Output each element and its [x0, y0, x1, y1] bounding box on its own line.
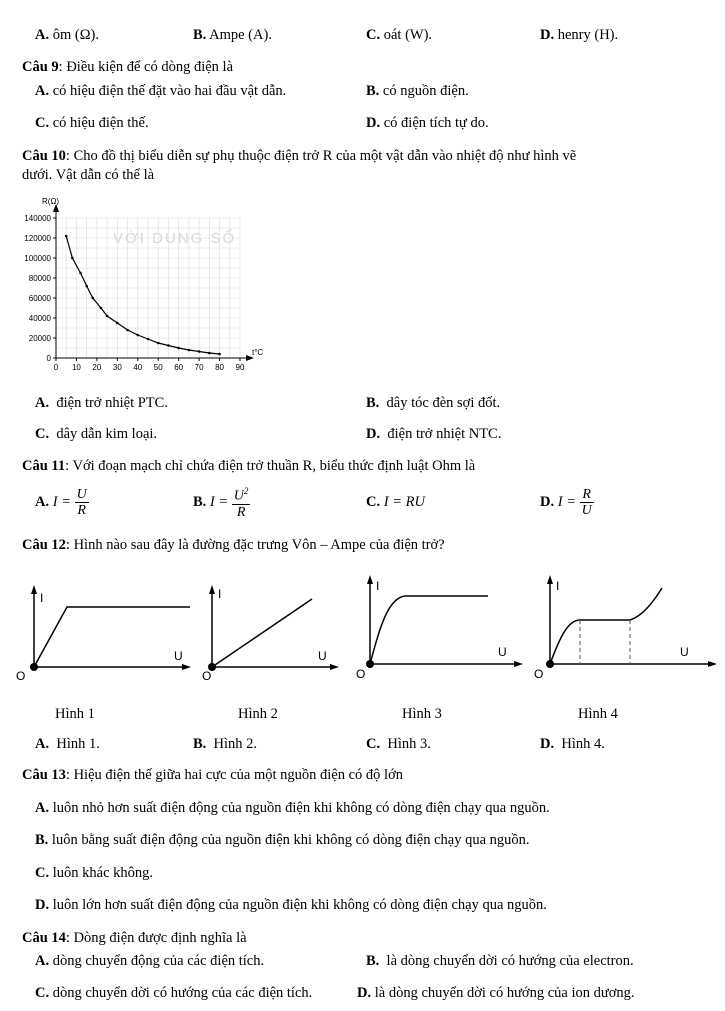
- figure-caption-1: Hình 1: [55, 706, 95, 722]
- fig4-curve: [550, 588, 662, 664]
- q13-option-a[interactable]: A. luôn nhỏ hơn suất điện động của nguồn điện khi không có dòng điện chạy qua nguồn.: [35, 800, 550, 816]
- q10-option-c[interactable]: C. dây dẫn kim loại.: [35, 426, 158, 442]
- q14-option-d[interactable]: D. là dòng chuyển dời có hướng của ion dương.: [357, 985, 635, 1001]
- figure-caption-3: Hình 3: [402, 706, 442, 722]
- q9-option-c[interactable]: C. có hiệu điện thế.: [35, 115, 149, 131]
- chart-data-point: [126, 329, 129, 332]
- chart-x-tick-label: 50: [153, 363, 163, 372]
- q12-option-c[interactable]: C. Hình 3.: [366, 736, 431, 752]
- chart-x-tick-label: 0: [53, 363, 59, 372]
- q12-option-d[interactable]: D. Hình 4.: [540, 736, 605, 752]
- q13-question: Câu 13: Hiệu điện thế giữa hai cực của một nguồn điện có độ lớn: [22, 767, 403, 783]
- q9-option-d[interactable]: D. có điện tích tự do.: [366, 115, 489, 131]
- fig3-x-arrow: [514, 661, 523, 667]
- chart-data-point: [92, 297, 95, 300]
- q10-option-a[interactable]: A. điện trở nhiệt PTC.: [35, 395, 168, 411]
- chart-y-tick-label: 80000: [28, 274, 51, 283]
- fig4-u-label: U: [680, 645, 689, 659]
- q11-option-c[interactable]: C. I = RU: [366, 493, 425, 510]
- chart-data-point: [136, 334, 139, 337]
- chart-data-point: [106, 315, 109, 318]
- chart-data-point: [65, 235, 68, 238]
- q11-option-a[interactable]: A. I = $\frac{U}{R}$: [35, 486, 87, 518]
- q12-question: Câu 12: Hình nào sau đây là đường đặc trưng Vôn – Ampe của điện trở?: [22, 537, 445, 553]
- q8-option-d[interactable]: D. henry (H).: [540, 27, 619, 43]
- q9-question: Câu 9: Điều kiện để có dòng điện là: [22, 59, 234, 75]
- chart-data-point: [71, 257, 74, 260]
- chart-x-tick-label: 30: [112, 363, 122, 372]
- q11-option-b[interactable]: B. I = $\frac{U^2}{R}$: [193, 486, 249, 520]
- fraction-u-over-r: $\frac{U}{R}$: [76, 486, 87, 518]
- fig2-curve: [212, 599, 312, 667]
- q12-option-a[interactable]: A. Hình 1.: [35, 736, 100, 752]
- iv-figure-2: [192, 582, 342, 682]
- fig3-o-label: O: [356, 667, 366, 681]
- chart-data-point: [157, 342, 160, 345]
- chart-data-point: [167, 344, 170, 347]
- chart-data-point: [100, 307, 103, 310]
- chart-data-point: [208, 352, 211, 355]
- q12-option-b[interactable]: B. Hình 2.: [193, 736, 258, 752]
- fig4-o-label: O: [534, 667, 544, 681]
- chart-y-tick-label: 140000: [24, 214, 51, 223]
- fig3-y-arrow: [367, 575, 373, 584]
- q13-option-c[interactable]: C. luôn khác không.: [35, 865, 154, 881]
- chart-series-line: [66, 236, 219, 354]
- fig4-x-arrow: [708, 661, 717, 667]
- chart-data-point: [177, 347, 180, 350]
- chart-data-point: [116, 322, 119, 325]
- fig3-curve: [370, 596, 488, 664]
- resistance-temperature-chart: [0, 190, 290, 380]
- chart-y-tick-label: 60000: [28, 294, 51, 303]
- chart-data-point: [147, 338, 150, 341]
- q10-question-line1: Câu 10: Cho đồ thị biểu diễn sự phụ thuộc điện trở R của một vật dẫn vào nhiệt độ như hình vẽ: [22, 148, 577, 164]
- chart-data-point: [218, 353, 221, 356]
- q8-option-c[interactable]: C. oát (W).: [366, 27, 433, 43]
- chart-x-tick-label: 60: [174, 363, 184, 372]
- chart-y-axis-label: R(Ω): [42, 197, 60, 206]
- chart-watermark: VỚI DUNG SỐ: [112, 230, 237, 247]
- fig3-origin-dot: [366, 660, 374, 668]
- fig2-x-arrow: [330, 664, 339, 670]
- chart-data-point: [85, 285, 88, 288]
- figure-caption-4: Hình 4: [578, 706, 618, 722]
- q10-question-line2: dưới. Vật dẫn có thể là: [22, 167, 155, 183]
- figure-caption-2: Hình 2: [238, 706, 278, 722]
- chart-data-point: [188, 349, 191, 352]
- q13-option-b[interactable]: B. luôn bằng suất điện động của nguồn điện khi không có dòng điện chạy qua nguồn.: [35, 832, 530, 848]
- chart-x-tick-label: 10: [71, 363, 81, 372]
- chart-x-tick-label: 90: [235, 363, 245, 372]
- chart-x-tick-label: 70: [194, 363, 204, 372]
- chart-y-tick-label: 0: [46, 354, 51, 363]
- fig1-origin-dot: [30, 663, 38, 671]
- chart-data-point: [79, 272, 82, 275]
- fig1-curve: [34, 607, 190, 667]
- iv-figure-3: [350, 572, 530, 682]
- chart-y-tick-label: 20000: [28, 334, 51, 343]
- q14-question: Câu 14: Dòng điện được định nghĩa là: [22, 930, 247, 946]
- q10-option-b[interactable]: B. dây tóc đèn sợi đốt.: [366, 395, 501, 411]
- chart-x-tick-label: 40: [133, 363, 143, 372]
- q9-option-a[interactable]: A. có hiệu điện thế đặt vào hai đầu vật dẫn.: [35, 83, 287, 99]
- fig1-i-label: I: [40, 591, 44, 605]
- fraction-u2-over-r: $\frac{U^2}{R}$: [233, 486, 249, 520]
- chart-y-tick-label: 100000: [24, 254, 51, 263]
- chart-data-point: [198, 350, 201, 353]
- fig2-o-label: O: [202, 669, 212, 682]
- q9-option-b[interactable]: B. có nguồn điện.: [366, 83, 469, 99]
- fig2-y-arrow: [209, 585, 215, 594]
- chart-y-tick-label: 120000: [24, 234, 51, 243]
- chart-x-tick-label: 80: [215, 363, 225, 372]
- fig2-u-label: U: [318, 649, 327, 663]
- q10-option-d[interactable]: D. điện trở nhiệt NTC.: [366, 426, 502, 442]
- q14-option-a[interactable]: A. dòng chuyển động của các điện tích.: [35, 953, 265, 969]
- q11-option-d[interactable]: D. I = $\frac{R}{U}$: [540, 486, 592, 518]
- fig4-y-arrow: [547, 575, 553, 584]
- q11-question: Câu 11: Với đoạn mạch chỉ chứa điện trở thuần R, biểu thức định luật Ohm là: [22, 458, 476, 474]
- q13-option-d[interactable]: D. luôn lớn hơn suất điện động của nguồn điện khi không có dòng điện chạy qua nguồn.: [35, 897, 547, 913]
- fig4-origin-dot: [546, 660, 554, 668]
- fig4-i-label: I: [556, 579, 560, 593]
- fig1-y-arrow: [31, 585, 37, 594]
- iv-figure-4: [530, 572, 720, 682]
- fig2-i-label: I: [218, 587, 222, 601]
- fig1-x-arrow: [182, 664, 191, 670]
- q8-option-b[interactable]: B. Ampe (A).: [193, 27, 272, 43]
- fraction-r-over-u: $\frac{R}{U}$: [581, 486, 592, 518]
- chart-x-tick-label: 20: [92, 363, 102, 372]
- chart-y-tick-label: 40000: [28, 314, 51, 323]
- fig1-u-label: U: [174, 649, 183, 663]
- chart-x-axis-label: t°C: [252, 348, 264, 357]
- fig3-u-label: U: [498, 645, 507, 659]
- iv-figure-1: [14, 582, 194, 682]
- q14-option-b[interactable]: B. là dòng chuyển dời có hướng của electron.: [366, 953, 634, 969]
- q8-option-a[interactable]: A. ôm (Ω).: [35, 27, 99, 43]
- fig1-o-label: O: [16, 669, 26, 682]
- q14-option-c[interactable]: C. dòng chuyển dời có hướng của các điện tích.: [35, 985, 313, 1001]
- fig3-i-label: I: [376, 579, 380, 593]
